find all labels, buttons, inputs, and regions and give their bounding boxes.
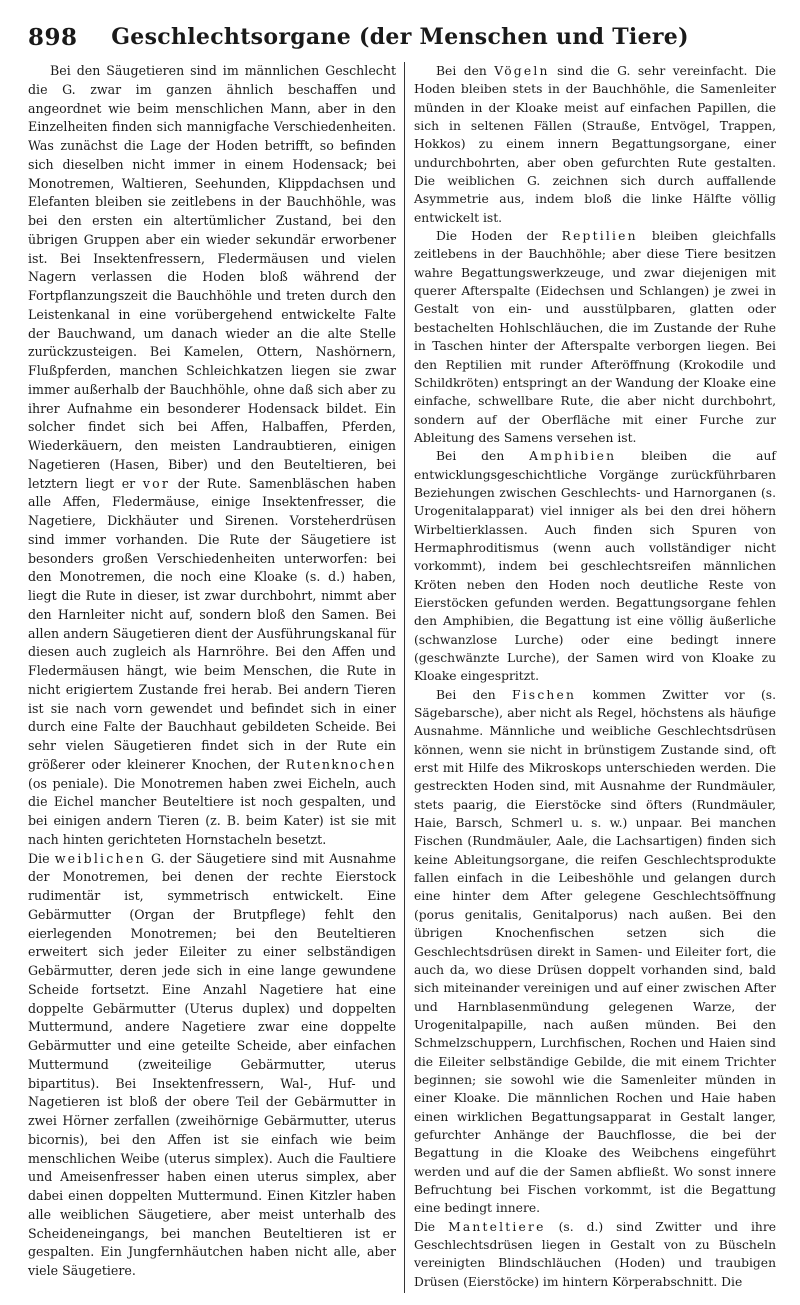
emphasis-vor: vor — [142, 475, 171, 491]
emphasis-amphibien: Amphibien — [529, 449, 617, 464]
paragraph-mammals-female: Die weiblichen G. der Säugetiere sind mit Ausnahme der Monotremen, bei denen der rechte Eierstock rudimentär ist, symmetrisch entwickelt. Eine Gebärmutter (Organ der Brutpflege) fehlt den eierlegenden Monotremen; bei den Beuteltieren erweitert sich jeder Eileiter zu einer selbständigen Gebärmutter, deren jede sich in eine lange gewundene Scheide fortsetzt. Eine Anzahl Nagetiere hat eine doppelte Gebärmutter (Uterus duplex) und doppelten Muttermund, andere Nagetiere zwar eine doppelte Gebärmutter und eine geteilte Scheide, aber einfachen Muttermund (zweiteilige Gebärmutter, uterus bipartitus). Bei Insektenfressern, Wal-, Huf- und Nagetieren ist bloß der obere Teil der Gebärmutter in zwei Hörner zerfallen (zweihörnige Gebärmutter, uterus bicornis), bei den Affen ist sie einfach wie beim menschlichen Weibe (uterus simplex). Auch die Faultiere und Ameisenfresser haben einen uterus simplex, aber dabei einen doppelten Muttermund. Einen Kitzler haben alle weiblichen Säugetiere, aber meist unterhalb des Scheideneingangs, bei manchen Beuteltieren ist er gespalten. Ein Jungfernhäutchen haben nicht alle, aber viele Säugetiere. — [28, 850, 396, 1278]
emphasis-voegeln: Vögeln — [494, 64, 550, 78]
left-column — [28, 62, 396, 1281]
emphasis-rutenknochen: Rutenknochen — [285, 756, 396, 772]
column-divider — [404, 62, 405, 1293]
running-title: Geschlechtsorgane (der Menschen und Tiere) — [111, 24, 689, 50]
paragraph-amphibians: Bei den Amphibien bleiben die auf entwicklungsgeschichtliche Vorgänge zurückführbaren Beziehungen zwischen Geschlechts- und Harnorganen (s. Urogenitalapparat) viel inniger als bei den drei höhern Wirbeltierklassen. Auch finden sich Spuren von Hermaphroditismus (wenn auch vollständiger nicht vorkommt), indem bei geschlechtsreifen männlichen Kröten neben den Hoden noch deutliche Reste von Eierstöcken gefunden werden. Begattungsorgane fehlen den Amphibien, die Begattung ist eine völlig äußerliche (schwanzlose Lurche) oder eine bedingt innere (geschwänzte Lurche), der Samen wird von Kloake zu Kloake eingespritzt. — [414, 449, 776, 684]
emphasis-manteltiere: Manteltiere — [448, 1219, 546, 1234]
text-columns — [28, 62, 776, 1293]
page-header — [28, 20, 772, 60]
emphasis-fischen: Fischen — [511, 687, 577, 702]
paragraph-fishes: Bei den Fischen kommen Zwitter vor (s. Sägebarsche), aber nicht als Regel, höchstens als häufige Ausnahme. Männliche und weibliche Geschlechtsdrüsen können, wenn sie nicht in brünstigem Zustande sind, oft erst mit Hilfe des Mikroskops unterschieden werden. Die gestreckten Hoden sind, mit Ausnahme der Rundmäuler, stets paarig, die Eierstöcke sind öfters (Rundmäuler, Haie, Barsch, Schmerl u. s. w.) unpaar. Bei manchen Fischen (Rundmäuler, Aale, die Lachsartigen) finden sich keine Ableitungsorgane, die reifen Geschlechtsprodukte fallen einfach in die Leibeshöhle und gelangen durch eine hinter dem After gelegene Geschlechtsöffnung (porus genitalis, Genitalporus) nach außen. Bei den übrigen Knochenfischen setzen sich die Geschlechtsdrüsen direkt in Samen- und Eileiter fort, die auch da, wo diese Drüsen doppelt vorhanden sind, bald sich miteinander vereinigen und auf einer zwischen After und Harnblasenmündung gelegenen Warze, der Urogenitalpapille, nach außen münden. Bei den Schmelzschuppern, Lurchfischen, Rochen und Haien sind die Eileiter selbständige Gebilde, die mit einem Trichter beginnen; sie sowohl wie die Samenleiter münden in einer Kloake. Die männlichen Rochen und Haie haben einen wirklichen Begattungsapparat in Gestalt langer, gefurchter Anhänge der Bauchflosse, die bei der Begattung in die Kloake des Weibchens eingeführt werden und auf die der Samen abfließt. Wo sonst innere Befruchtung bei Fischen vorkommt, ist die Begattung eine bedingt innere. — [414, 687, 776, 1216]
paragraph-birds: Bei den Vögeln sind die G. sehr vereinfacht. Die Hoden bleiben stets in der Bauchhöhle, die Samenleiter münden in der Kloake meist auf einfachen Papillen, die sich in seltenen Fällen (Strauße, Entvögel, Trappen, Hokkos) zu einem innern Begattungsorgane, einer undurchbohrten, aber oben gefurchten Rute gestalten. Die weiblichen G. zeichnen sich durch auffallende Asymmetrie aus, indem bloß die linke Hälfte völlig entwickelt ist. — [414, 64, 776, 225]
right-column — [414, 62, 776, 1291]
paragraph-tunicates: Die Manteltiere (s. d.) sind Zwitter und ihre Geschlechtsdrüsen liegen in Gestalt von zu Büscheln vereinigten Blindschläuchen (Hoden) und traubigen Drüsen (Eierstöcke) im hintern Körperabschnitt. Die — [414, 1219, 776, 1289]
page-number: 898 — [28, 24, 78, 51]
paragraph-mammals-male: Bei den Säugetieren sind im männlichen Geschlecht die G. zwar im ganzen ähnlich beschaffen und angeordnet wie beim menschlichen Mann, aber in den Einzelheiten finden sich mannigfache Verschiedenheiten. Was zunächst die Lage der Hoden betrifft, so befinden sich dieselben nicht immer in einem Hodensack; bei Monotremen, Waltieren, Seehunden, Klippdachsen und Elefanten bleiben sie zeitlebens in der Bauchhöhle, was bei den ersten ein altertümlicher Zustand, bei den übrigen Gruppen aber ein wieder sekundär erworbener ist. Bei Insektenfressern, Fledermäusen und vielen Nagern verlassen die Hoden bloß während der Fortpflanzungszeit die Bauchhöhle und treten durch den Leistenkanal in eine vorübergehend entwickelte Falte der Bauchwand, um danach wieder an die alte Stelle zurückzusteigen. Bei Kamelen, Ottern, Nashörnern, Flußpferden, manchen Schleichkatzen liegen sie zwar immer außerhalb der Bauchhöhle, ohne daß sich aber zu ihrer Aufnahme ein besonderer Hodensack bildet. Ein solcher findet sich bei Affen, Halbaffen, Pferden, Wiederkäuern, den meisten Landraubtieren, einigen Nagetieren (Hasen, Biber) und den Beuteltieren, bei letztern liegt er vor der Rute. Samenbläschen haben alle Affen, Fledermäuse, einige Insektenfresser, die Nagetiere, Dickhäuter und Sirenen. Vorsteherdrüsen sind immer vorhanden. Die Rute der Säugetiere ist besonders großen Verschiedenheiten unterworfen: bei den Monotremen, die noch eine Kloake (s. d.) haben, liegt die Rute in dieser, ist zwar durchbohrt, nimmt aber den Harnleiter nicht auf, sondern bloß den Samen. Bei allen andern Säugetieren dient der Ausführungskanal für diesen auch zugleich als Harnröhre. Bei den Affen und Fledermäusen hängt, wie beim Menschen, die Rute in nicht erigiertem Zustande frei herab. Bei andern Tieren ist sie nach vorn gewendet und befindet sich in einer durch eine Falte der Bauchhaut gebildeten Scheide. Bei sehr vielen Säugetieren findet sich in der Rute ein größerer oder kleinerer Knochen, der Rutenknochen (os peniale). Die Monotremen haben zwei Eicheln, auch die Eichel mancher Beuteltiere ist noch gespalten, und bei einigen andern Tieren (z. B. beim Kater) ist sie mit nach hinten gerichteten Hornstacheln besetzt. — [28, 63, 396, 847]
emphasis-reptilien: Reptilien — [561, 229, 638, 244]
paragraph-reptiles: Die Hoden der Reptilien bleiben gleichfalls zeitlebens in der Bauchhöhle; aber diese Tiere besitzen wahre Begattungswerkzeuge, und zwar diejenigen mit querer Afterspalte (Eidechsen und Schlangen) je zwei in Gestalt von ein- und ausstülpbaren, glatten oder bestachelten Hohlschläuchen, die im Zustande der Ruhe in Taschen hinter der Afterspalte verborgen liegen. Bei den Reptilien mit runder Afteröffnung (Krokodile und Schildkröten) entspringt an der Wandung der Kloake eine einfache, schwellbare Rute, die aber nicht durchbohrt, sondern auf der Oberfläche mit einer Furche zur Ableitung des Samens versehen ist. — [414, 229, 776, 445]
emphasis-weiblichen: weiblichen — [54, 850, 146, 866]
